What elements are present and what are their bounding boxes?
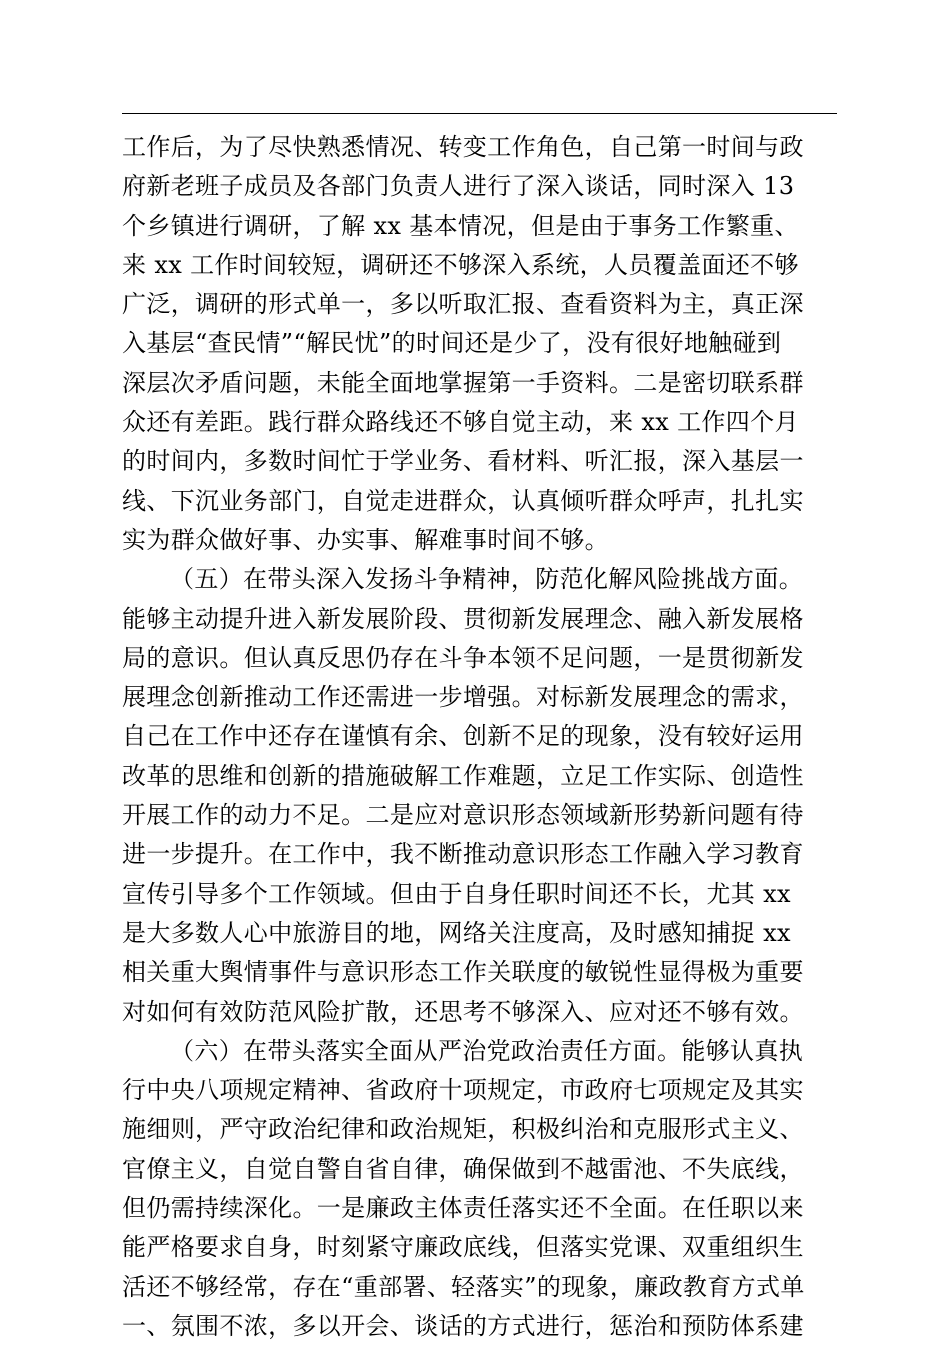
text-line: 府新老班子成员及各部门负责人进行了深入谈话，同时深入 13 <box>122 172 795 201</box>
text-line: 能够主动提升进入新发展阶段、贯彻新发展理念、融入新发展格 <box>122 604 804 633</box>
text-line: 开展工作的动力不足。二是应对意识形态领域新形势新问题有待 <box>122 801 804 830</box>
text-line: 展理念创新推动工作还需进一步增强。对标新发展理念的需求， <box>122 683 804 712</box>
text-line: 改革的思维和创新的措施破解工作难题，立足工作实际、创造性 <box>122 761 804 790</box>
text-line: 行中央八项规定精神、省政府十项规定，市政府七项规定及其实 <box>122 1076 804 1105</box>
text-line: 宣传引导多个工作领域。但由于自身任职时间还不长，尤其 xx <box>122 879 791 908</box>
text-line: 入基层“查民情”“解民忧”的时间还是少了，没有很好地触碰到 <box>122 329 782 358</box>
text-line: 线、下沉业务部门，自觉走进群众，认真倾听群众呼声，扎扎实 <box>122 486 804 515</box>
text-line: 来 xx 工作时间较短，调研还不够深入系统，人员覆盖面还不够 <box>122 250 799 279</box>
text-line: 深层次矛盾问题，未能全面地掌握第一手资料。二是密切联系群 <box>122 368 804 397</box>
text-line: 一、氛围不浓，多以开会、谈话的方式进行，惩治和预防体系建 <box>122 1311 804 1340</box>
text-line: 众还有差距。践行群众路线还不够自觉主动，来 xx 工作四个月 <box>122 408 799 437</box>
text-line: 的时间内，多数时间忙于学业务、看材料、听汇报，深入基层一 <box>122 447 804 476</box>
text-line: 进一步提升。在工作中，我不断推动意识形态工作融入学习教育 <box>122 840 804 869</box>
header-rule <box>122 113 837 114</box>
text-line: 自己在工作中还存在谨慎有余、创新不足的现象，没有较好运用 <box>122 722 804 751</box>
text-line: 广泛，调研的形式单一，多以听取汇报、查看资料为主，真正深 <box>122 290 804 319</box>
text-line: 局的意识。但认真反思仍存在斗争本领不足问题，一是贯彻新发 <box>122 643 804 672</box>
text-line: 能严格要求自身，时刻紧守廉政底线，但落实党课、双重组织生 <box>122 1233 804 1262</box>
section-heading-line: （五）在带头深入发扬斗争精神，防范化解风险挑战方面。 <box>170 565 804 594</box>
text-line: 实为群众做好事、办实事、解难事时间不够。 <box>122 525 609 554</box>
body-text <box>122 128 842 1346</box>
text-line: 相关重大舆情事件与意识形态工作关联度的敏锐性显得极为重要 <box>122 958 804 987</box>
text-line: 官僚主义，自觉自警自省自律，确保做到不越雷池、不失底线， <box>122 1154 804 1183</box>
text-line: 施细则，严守政治纪律和政治规矩，积极纠治和克服形式主义、 <box>122 1115 804 1144</box>
text-line: 但仍需持续深化。一是廉政主体责任落实还不全面。在任职以来 <box>122 1194 804 1223</box>
text-line: 是大多数人心中旅游目的地，网络关注度高，及时感知捕捉 xx <box>122 918 791 947</box>
text-line: 活还不够经常，存在“重部署、轻落实”的现象，廉政教育方式单 <box>122 1272 805 1301</box>
text-line: 个乡镇进行调研，了解 xx 基本情况，但是由于事务工作繁重、 <box>122 211 799 240</box>
text-line: 对如何有效防范风险扩散，还思考不够深入、应对还不够有效。 <box>122 997 804 1026</box>
section-heading-line: （六）在带头落实全面从严治党政治责任方面。能够认真执 <box>170 1036 804 1065</box>
text-line: 工作后，为了尽快熟悉情况、转变工作角色，自己第一时间与政 <box>122 133 804 161</box>
